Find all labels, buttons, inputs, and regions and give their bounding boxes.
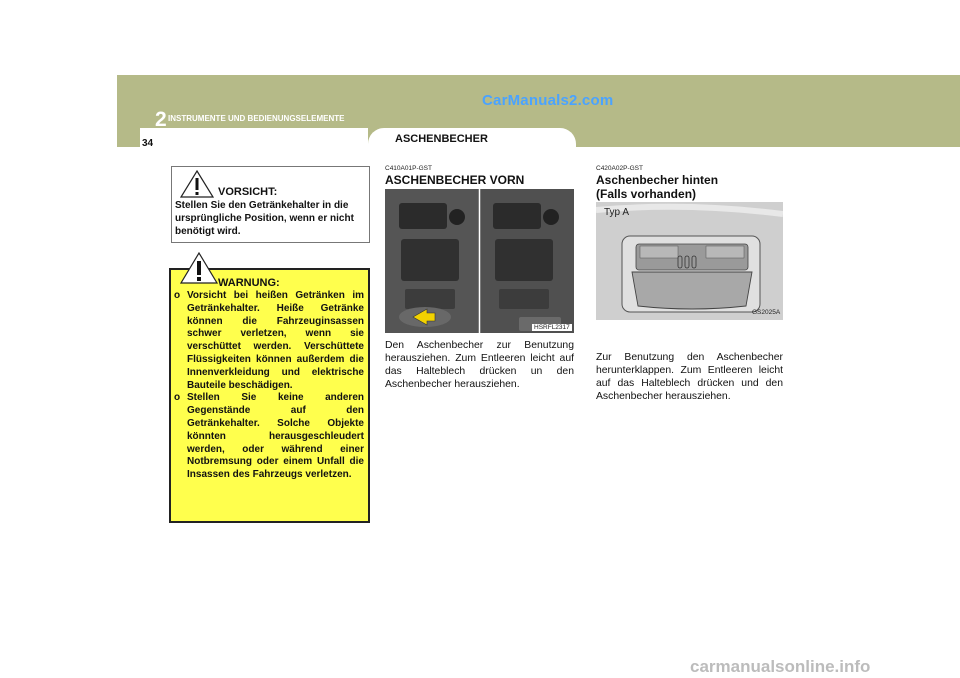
rear-ashtray-illustration <box>596 202 783 320</box>
rear-code: C420A02P-GST <box>596 165 643 172</box>
bullet: o <box>174 290 181 301</box>
front-code: C410A01P-GST <box>385 165 432 172</box>
rear-type-label: Typ A <box>604 207 630 218</box>
warning-item <box>174 290 364 392</box>
warning-item-text: Vorsicht bei heißen Getränken im Getränkehalter. Heiße Getränke können die Fahrzeuginsassen schwer verletzen, wenn sie verschüttet werden. Verschüttete Flüssigkeiten können außerdem die Innenverkleidung und elektrische Bauteile beschädigen. <box>187 290 364 391</box>
warning-item-text: Stellen Sie keine anderen Gegenstände auf den Getränkehalter. Solche Objekte könnten herausgeschleudert werden, oder während einer Notbremsung oder einem Unfall die Insassen des Fahrzeugs verletzen. <box>187 392 364 481</box>
caution-text: Stellen Sie den Getränkehalter in die ursprüngliche Position, wenn er nicht benötigt wird. <box>175 200 354 237</box>
front-image-label: HSRFL2317 <box>534 324 570 331</box>
header-strip <box>140 128 368 147</box>
site-watermark[interactable]: CarManuals2.com <box>482 92 614 109</box>
page-number: 34 <box>142 138 154 149</box>
caution-triangle-icon <box>180 170 214 198</box>
front-ashtray-photo <box>385 189 574 333</box>
warning-list <box>174 290 364 482</box>
warning-title: WARNUNG: <box>218 277 280 289</box>
footer-watermark[interactable]: carmanualsonline.info <box>690 657 871 676</box>
section-title: ASCHENBECHER <box>395 133 488 145</box>
warning-triangle-icon <box>180 252 218 284</box>
front-text: Den Aschenbecher zur Benutzung herausziehen. Zum Entleeren leicht auf das Halteblech drücken un den Aschenbecher herausziehen. <box>385 340 574 390</box>
chapter-title: INSTRUMENTE UND BEDIENUNGSELEMENTE <box>168 114 345 123</box>
rear-text: Zur Benutzung den Aschenbecher herunterklappen. Zum Entleeren leicht auf das Halteblech drücken und den Aschenbecher herausziehen. <box>596 352 783 402</box>
rear-image-label: GS2025A <box>752 309 781 316</box>
warning-item <box>174 392 364 482</box>
front-heading: ASCHENBECHER VORN <box>385 173 525 187</box>
rear-ashtray-drawing <box>596 202 783 320</box>
caution-title: VORSICHT: <box>218 186 278 198</box>
rear-heading-line1: Aschenbecher hinten <box>596 173 719 187</box>
bullet: o <box>174 392 181 404</box>
rear-heading-line2: (Falls vorhanden) <box>596 187 697 201</box>
chapter-number: 2 <box>155 108 167 131</box>
dashboard-photo-illustration <box>385 189 574 333</box>
